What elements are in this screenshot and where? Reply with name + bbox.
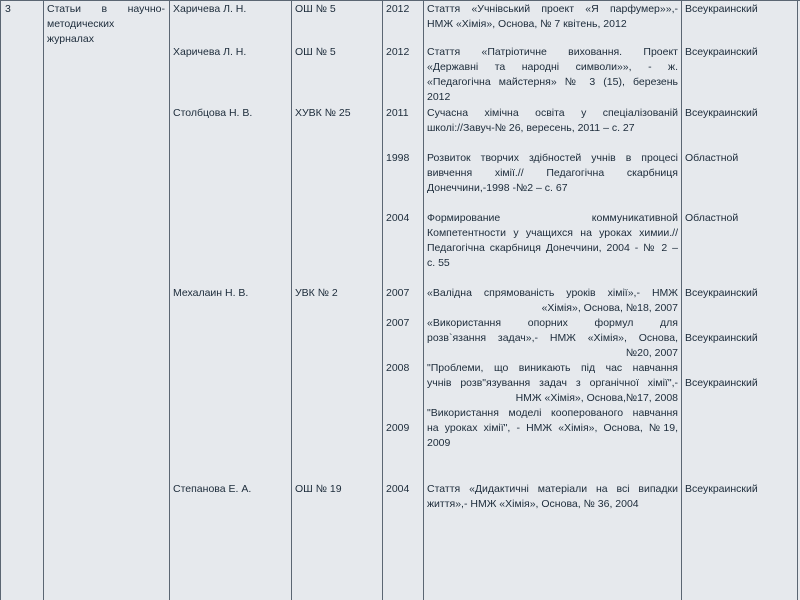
publication-entry (427, 211, 678, 271)
publication-entry (427, 2, 678, 32)
publication-line: розв`язання задач»,- НМЖ «Хімія», Основа, (427, 332, 678, 344)
publication-line: Стаття «Учнівський проект «Я парфумер»»,- (427, 3, 678, 15)
publication-line: НМЖ «Хімія», Основа,№17, 2008 (515, 392, 678, 404)
level: Всеукраинский (685, 287, 758, 299)
publication-line: 2009 (427, 437, 451, 449)
year: 2012 (386, 46, 410, 58)
year: 1998 (386, 152, 410, 164)
publication-line: "Використання моделі кооперованого навчання (427, 407, 678, 419)
publication-entry (427, 361, 678, 406)
school-name: ОШ № 5 (295, 3, 336, 15)
publication-line: «Валідна спрямованість уроків хімії»,- НМЖ (427, 287, 678, 299)
year: 2007 (386, 287, 410, 299)
level: Всеукраинский (685, 332, 758, 344)
author-name: Харичева Л. Н. (173, 3, 247, 15)
publication-line: школі://Завуч-№ 26, вересень, 2011 – с. 27 (427, 122, 635, 134)
publication-line: учнів розв"язування задач з органічної хімії",- (427, 377, 678, 389)
year: 2011 (386, 107, 409, 119)
year: 2007 (386, 317, 410, 329)
year: 2012 (386, 3, 410, 15)
school-name: ОШ № 19 (295, 483, 342, 495)
level: Всеукраинский (685, 46, 758, 58)
category-cell (47, 2, 165, 47)
publication-entry (427, 45, 678, 105)
publication-entry (427, 316, 678, 361)
publication-line: 2012 (427, 91, 451, 103)
school-name: ХУВК № 25 (295, 107, 351, 119)
level: Всеукраинский (685, 377, 758, 389)
publication-entry (427, 151, 678, 196)
category-text: Статьи в научно- (47, 3, 165, 15)
row-number: 3 (5, 3, 11, 15)
publication-line: на уроках хімії", - НМЖ «Хімія», Основа, №19, (427, 422, 678, 434)
publication-line: вивчення хімії.// Педагогічна скарбниця (427, 167, 678, 179)
publication-line: с. 55 (427, 257, 450, 269)
column-divider (423, 0, 424, 600)
level: Областной (685, 152, 739, 164)
table-border-top (0, 0, 800, 1)
year: 2009 (386, 422, 410, 434)
level: Всеукраинский (685, 483, 758, 495)
publication-line: №20, 2007 (625, 347, 678, 359)
level: Областной (685, 212, 739, 224)
publication-line: Формирование коммуникативной (427, 212, 678, 224)
publication-line: «Використання опорних формул для (427, 317, 678, 329)
publication-line: НМЖ «Хімія», Основа, № 7 квітень, 2012 (427, 18, 627, 30)
publication-line: «Державні та народні символи»», - ж. (427, 61, 678, 73)
publication-entry (427, 482, 678, 512)
publication-line: Стаття «Дидактичні матеріали на всі випадки (427, 483, 678, 495)
publication-line: «Педагогічна майстерня» № 3 (15), березень (427, 76, 678, 88)
school-name: УВК № 2 (295, 287, 338, 299)
author-name: Мехалаин Н. В. (173, 287, 249, 299)
level: Всеукраинский (685, 107, 758, 119)
author-name: Столбцова Н. В. (173, 107, 253, 119)
publication-entry (427, 286, 678, 316)
school-name: ОШ № 5 (295, 46, 336, 58)
publication-line: Розвиток творчих здібностей учнів в процесі (427, 152, 678, 164)
publication-line: Компетентности у учащихся на уроках химии.// (427, 227, 678, 239)
author-name: Харичева Л. Н. (173, 46, 247, 58)
column-divider (169, 0, 170, 600)
column-divider (681, 0, 682, 600)
publication-line: життя»,- НМЖ «Хімія», Основа, № 36, 2004 (427, 498, 639, 510)
author-name: Степанова Е. А. (173, 483, 252, 495)
year: 2004 (386, 212, 410, 224)
column-divider (382, 0, 383, 600)
category-text: журналах (47, 33, 94, 45)
column-divider (0, 0, 1, 600)
year: 2004 (386, 483, 410, 495)
column-divider (291, 0, 292, 600)
level: Всеукраинский (685, 3, 758, 15)
publication-line: «Хімія», Основа, №18, 2007 (541, 302, 678, 314)
publication-entry (427, 406, 678, 451)
publication-line: Педагогічна скарбниця Донеччини, 2004 - № 2 – (427, 242, 678, 254)
column-divider (797, 0, 798, 600)
publication-line: Донеччини,-1998 -№2 – с. 67 (427, 182, 568, 194)
publication-entry (427, 106, 678, 136)
column-divider (43, 0, 44, 600)
publication-line: Стаття «Патріотичне виховання. Проект (427, 46, 678, 58)
category-text: методических (47, 18, 115, 30)
publication-line: Сучасна хімічна освіта у спеціалізованій (427, 107, 678, 119)
publication-line: "Проблеми, що виникають під час навчання (427, 362, 678, 374)
year: 2008 (386, 362, 410, 374)
